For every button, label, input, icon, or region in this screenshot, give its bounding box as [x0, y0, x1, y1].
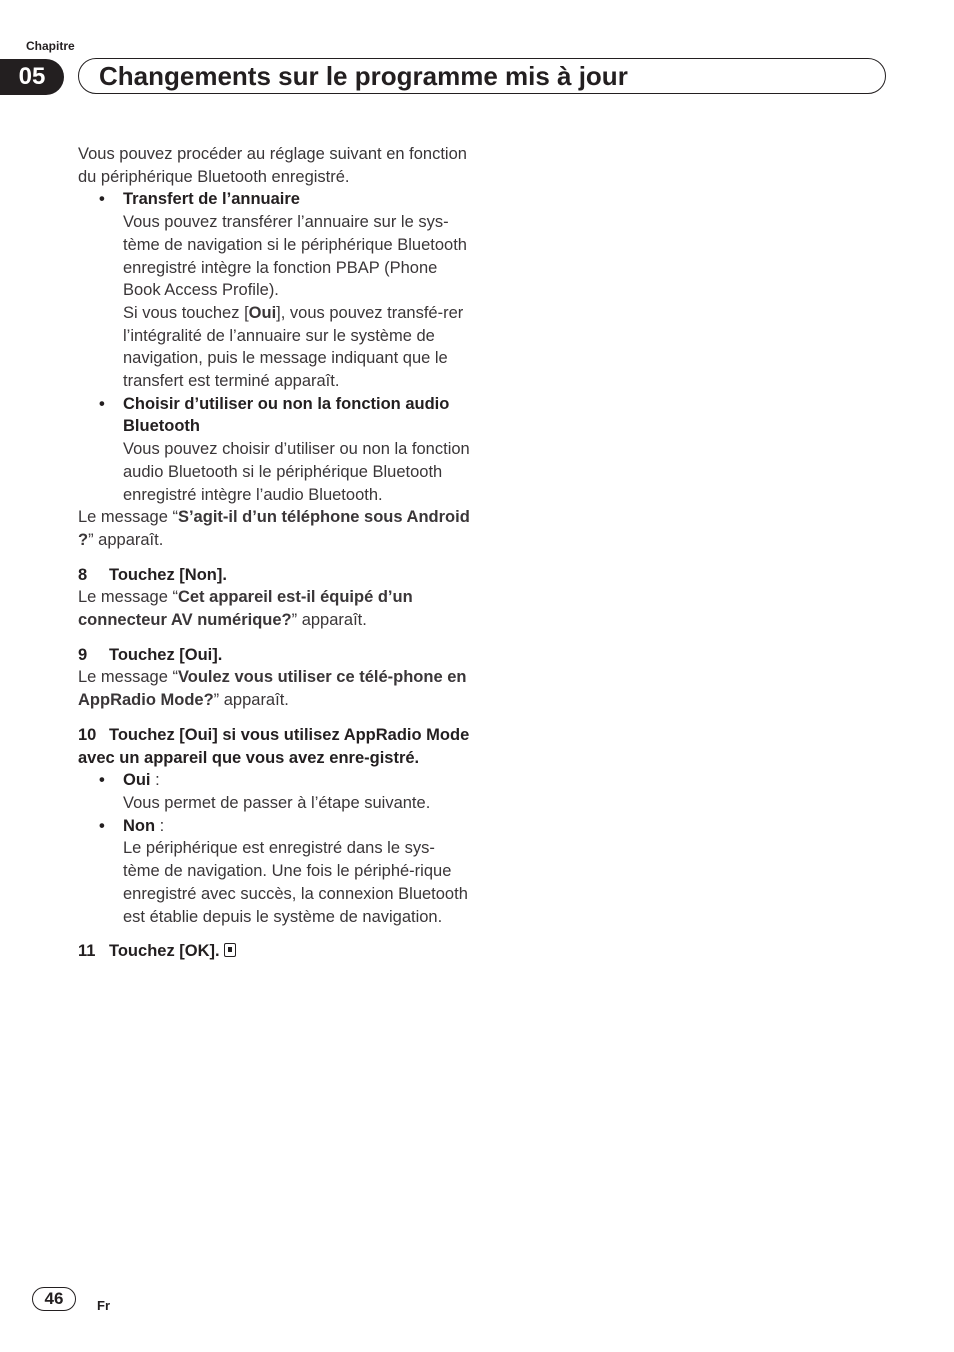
chapter-label: Chapitre — [26, 39, 75, 53]
end-of-section-icon — [224, 943, 236, 957]
option-text: Le périphérique est enregistré dans le sys-tème de navigation. Une fois le périphé-rique enregistré avec succès, la connexion Bluetooth est établie depuis le système de navigation. — [123, 839, 468, 926]
step-heading: 9 Touchez [Oui]. — [78, 645, 223, 664]
bullet-text: Vous pouvez choisir d’utiliser ou non la fonction audio Bluetooth si le périphérique Bluetooth enregistré intègre l’audio Bluetooth. — [123, 440, 470, 504]
bullet-title: • Choisir d’utiliser ou non la fonction audio Bluetooth — [123, 394, 450, 436]
step-heading: 11 Touchez [OK]. — [78, 940, 470, 963]
list-item — [78, 393, 470, 507]
message-paragraph: Le message “S’agit-il d’un téléphone sous Android ?” apparaît. — [78, 508, 470, 549]
message-paragraph: Le message “Voulez vous utiliser ce télé-phone en AppRadio Mode?” apparaît. — [78, 668, 467, 710]
message-text: Cet appareil est-il équipé d’un connecteur AV numérique? — [78, 588, 413, 630]
chapter-title: Changements sur le programme mis à jour — [78, 58, 886, 94]
bullet-text: Vous pouvez transférer l’annuaire sur le sys-tème de navigation si le périphérique Bluetooth enregistré intègre la fonction PBAP (Phone Book Access Profile). — [123, 213, 467, 300]
step-heading: 10 Touchez [Oui] si vous utilisez AppRadio Mode avec un appareil que vous avez enre-gistré. — [78, 725, 470, 767]
option-title: Oui — [123, 771, 151, 790]
bullet-title: • Transfert de l’annuaire — [123, 190, 300, 209]
list-item: • Oui : Vous permet de passer à l’étape suivante. — [78, 769, 470, 814]
list-item: • Non : Le périphérique est enregistré dans le sys-tème de navigation. Une fois le périphé-rique enregistré avec succès, la connexion Bluetooth est établie depuis le système de navigation. — [78, 815, 470, 929]
message-text: S’agit-il d’un téléphone sous Android ? — [78, 508, 470, 549]
bullet-text: Si vous touchez [Oui], vous pouvez transfé-rer l’intégralité de l’annuaire sur le système de navigation, puis le message indiquant que le transfert est terminé apparaît. — [123, 303, 464, 391]
main-column — [78, 143, 470, 963]
list-item — [78, 188, 470, 392]
option-text: Vous permet de passer à l’étape suivante. — [123, 793, 431, 812]
settings-list — [78, 188, 470, 506]
message-paragraph: Le message “Cet appareil est-il équipé d’un connecteur AV numérique?” apparaît. — [78, 588, 413, 630]
intro-paragraph: Vous pouvez procéder au réglage suivant en fonction du périphérique Bluetooth enregistré. — [78, 145, 467, 186]
message-text: Voulez vous utiliser ce télé-phone en AppRadio Mode? — [78, 668, 467, 710]
page-number: 46 — [32, 1287, 76, 1311]
language-code: Fr — [97, 1298, 110, 1313]
option-title: Non — [123, 816, 156, 835]
chapter-number-tab: 05 — [0, 59, 64, 95]
options-list — [78, 769, 470, 928]
step-heading: 8 Touchez [Non]. — [78, 565, 227, 584]
inline-button-label: Oui — [248, 303, 277, 322]
